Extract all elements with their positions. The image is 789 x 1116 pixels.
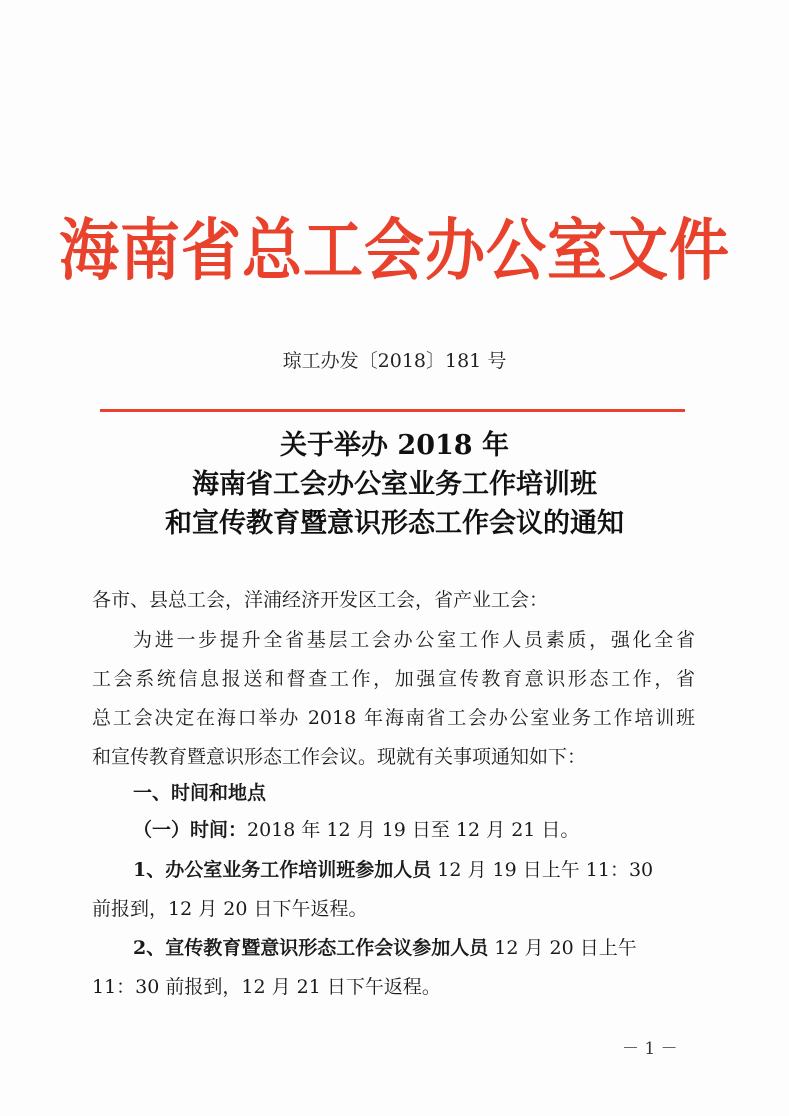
salutation: 各市、县总工会，洋浦经济开发区工会，省产业工会：	[92, 589, 549, 611]
time-line	[133, 817, 579, 843]
section-heading: 一、时间和地点	[133, 782, 267, 804]
item-1-line-1	[133, 857, 653, 883]
item-2-line-1	[133, 935, 637, 961]
item-2-line-2: 11：30 前报到，12 月 21 日下午返程。	[92, 976, 441, 998]
title-line-2: 海南省工会办公室业务工作培训班	[192, 469, 597, 500]
paragraph-line: 总工会决定在海口举办 2018 年海南省工会办公室业务工作培训班	[92, 707, 695, 729]
document-masthead: 海南省总工会办公室文件	[59, 212, 730, 291]
item-2-rest: 12 月 20 日上午	[488, 937, 637, 959]
time-label: （一）时间：	[133, 819, 248, 841]
page-number: － 1 －	[622, 1039, 678, 1059]
title-line-1: 关于举办 2018 年	[280, 430, 509, 461]
item-2-bold: 2、宣传教育暨意识形态工作会议参加人员	[133, 937, 489, 959]
paragraph-line: 为进一步提升全省基层工会办公室工作人员素质，强化全省	[133, 629, 695, 651]
time-value: 2018 年 12 月 19 日至 12 月 21 日。	[247, 819, 580, 841]
title-line-3: 和宣传教育暨意识形态工作会议的通知	[165, 508, 624, 539]
document-number: 琼工办发〔2018〕181 号	[282, 350, 507, 372]
paragraph-line: 和宣传教育暨意识形态工作会议。现就有关事项通知如下：	[92, 746, 587, 768]
item-1-rest: 12 月 19 日上午 11：30	[431, 859, 654, 881]
paragraph-line: 工会系统信息报送和督查工作，加强宣传教育意识形态工作，省	[92, 668, 695, 690]
item-1-bold: 1、办公室业务工作培训班参加人员	[133, 859, 432, 881]
red-divider-line	[100, 409, 685, 412]
item-1-line-2: 前报到，12 月 20 日下午返程。	[92, 898, 368, 920]
